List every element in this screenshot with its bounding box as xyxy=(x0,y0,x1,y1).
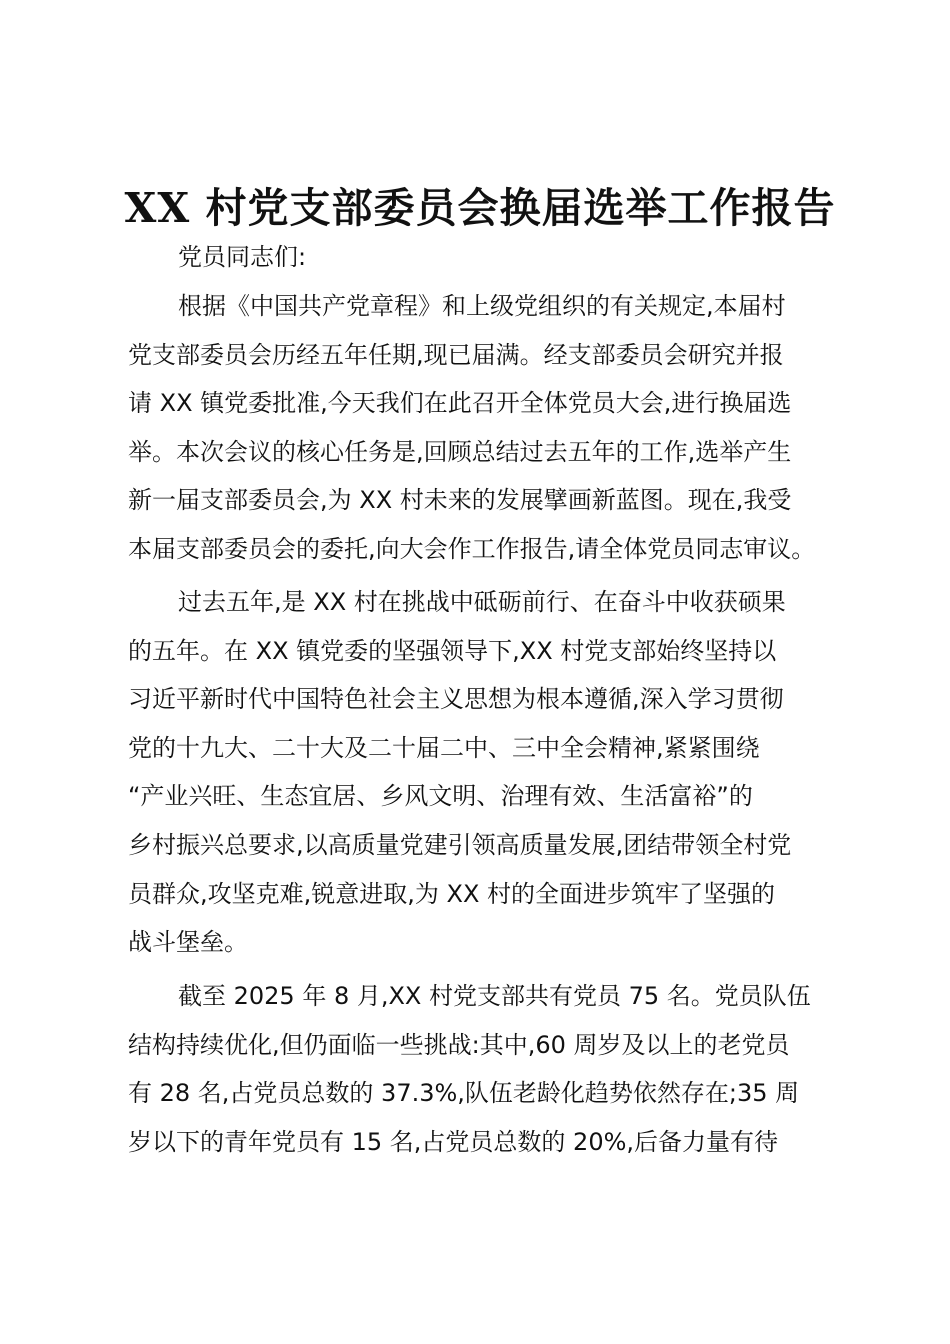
greeting-text: 党员同志们: xyxy=(178,243,307,271)
paragraph-line: 截至 2025 年 8 月,XX 村党支部共有党员 75 名。党员队伍 xyxy=(178,982,811,1010)
paragraph-line: 新一届支部委员会,为 XX 村未来的发展擘画新蓝图。现在,我受 xyxy=(128,486,792,515)
document-title: XX 村党支部委员会换届选举工作报告 xyxy=(124,184,836,232)
paragraph-line: 乡村振兴总要求,以高质量党建引领高质量发展,团结带领全村党 xyxy=(128,830,792,859)
paragraph-line: 请 XX 镇党委批准,今天我们在此召开全体党员大会,进行换届选 xyxy=(128,389,792,418)
paragraph-line: 的五年。在 XX 镇党委的坚强领导下,XX 村党支部始终坚持以 xyxy=(128,636,777,665)
paragraph-line: 员群众,攻坚克难,锐意进取,为 XX 村的全面进步筑牢了坚强的 xyxy=(128,879,776,908)
greeting xyxy=(128,233,848,282)
paragraph-line: 习近平新时代中国特色社会主义思想为根本遵循,深入学习贯彻 xyxy=(128,685,784,714)
paragraph-line: 岁以下的青年党员有 15 名,占党员总数的 20%,后备力量有待 xyxy=(128,1127,779,1156)
paragraph-2 xyxy=(128,578,848,967)
paragraph-3 xyxy=(128,972,848,1166)
paragraph-line: 有 28 名,占党员总数的 37.3%,队伍老龄化趋势依然存在;35 周 xyxy=(128,1079,800,1108)
paragraph-line: 战斗堡垒。 xyxy=(128,928,248,957)
paragraph-line: 本届支部委员会的委托,向大会作工作报告,请全体党员同志审议。 xyxy=(128,534,816,563)
paragraph-line: 过去五年,是 XX 村在挑战中砥砺前行、在奋斗中收获硕果 xyxy=(178,588,786,616)
paragraph-line: 结构持续优化,但仍面临一些挑战:其中,60 周岁及以上的老党员 xyxy=(128,1030,790,1059)
paragraph-line: 党支部委员会历经五年任期,现已届满。经支部委员会研究并报 xyxy=(128,340,784,369)
paragraph-line: 根据《中国共产党章程》和上级党组织的有关规定,本届村 xyxy=(178,292,786,320)
paragraph-line: 举。本次会议的核心任务是,回顾总结过去五年的工作,选举产生 xyxy=(128,437,792,466)
paragraph-line: “产业兴旺、生态宜居、乡风文明、治理有效、生活富裕”的 xyxy=(128,782,753,811)
paragraph-1 xyxy=(128,282,848,574)
paragraph-line: 党的十九大、二十大及二十届二中、三中全会精神,紧紧围绕 xyxy=(128,733,760,762)
